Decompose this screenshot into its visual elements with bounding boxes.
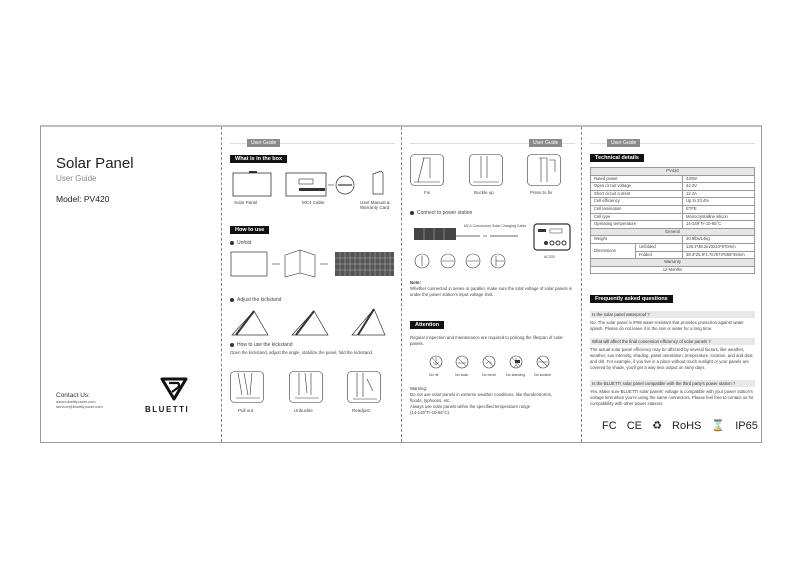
spec-row: Cell efficiency Up to 23.4% — [591, 198, 755, 206]
step-adjust-kickstand: Adjust the kickstand — [230, 297, 281, 303]
note-heading: Note: — [410, 280, 421, 285]
kickstand-label-pull-out: Pull out — [238, 408, 254, 413]
faq-answer: No. The solar panel is IP65 water-resistant that provides protection against water splash. Please do not leave it in the rain or water for a long time. — [590, 320, 744, 331]
ce-icon: CE — [626, 420, 643, 432]
recycle-icon: ♻ — [652, 420, 662, 432]
spec-table — [590, 167, 755, 274]
connection-diagram-icon — [410, 222, 575, 272]
spec-warranty-header: Warranty — [591, 259, 755, 267]
warning-icon-label-no-scratch: No scratch — [534, 373, 552, 377]
warning-line-2: floods, typhoons, etc. — [410, 398, 451, 403]
box-item-solar-panel: Solar Panel — [234, 200, 258, 205]
panel-connect — [401, 127, 581, 442]
section-attention: Attention — [410, 321, 444, 329]
kickstand-label-fix: Fix — [424, 190, 430, 195]
faq-question: Is the BLUETTI solar panel compatible with the third party's power station ? — [590, 380, 755, 387]
contact-email[interactable]: service@bluettipower.com — [56, 404, 103, 409]
brand-name: BLUETTI — [145, 405, 190, 414]
section-how-to-use: How to use — [230, 226, 269, 234]
kickstand-buckle-up-icon — [469, 154, 503, 186]
kickstand-label-buckle-up: Buckle up — [474, 190, 494, 195]
spec-row: Short circuit current 12.2A — [591, 190, 755, 198]
rohs-icon: RoHS — [672, 420, 702, 432]
document-subtitle: User Guide — [56, 174, 97, 183]
mc4-cable-illustration-icon — [285, 171, 355, 197]
spec-row: Weight 30.9lbs/14kg — [591, 236, 755, 244]
spec-warranty-value: 12 Months — [591, 266, 755, 274]
section-technical-details: Technical details — [590, 154, 644, 162]
warning-line-4: (14-149°F/-10-65°C). — [410, 410, 451, 415]
cable-label: MC4 Connectors Solar Charging Cable — [464, 224, 527, 228]
cover-panel — [41, 127, 221, 442]
kickstand-description: Open the kickstand, adjust the angle, stabilize the panel, fold the kickstand. — [230, 350, 374, 355]
kickstand-label-press-to-fix: Press to fix — [530, 190, 553, 195]
user-guide-tag: User Guide — [607, 139, 640, 147]
faq-question: Is the solar panel waterproof ? — [590, 311, 755, 318]
solar-panel-illustration-icon — [232, 171, 272, 197]
user-guide-tagline — [590, 139, 755, 147]
user-guide-tagline — [230, 139, 395, 147]
no-hit-icon — [429, 355, 443, 369]
spec-row: Dimensions Unfolded 126.3*38.2in/3210*970mm — [591, 243, 755, 251]
contact-website[interactable]: www.bluettipower.com — [56, 399, 96, 404]
document-title: Solar Panel — [56, 155, 134, 172]
panel-box-contents — [221, 127, 401, 442]
kickstand-unbuckle-icon — [289, 371, 323, 403]
no-soak-icon — [455, 355, 469, 369]
kickstand-press-to-fix-icon — [527, 154, 561, 186]
kickstand-label-readjust: Readjust — [352, 408, 370, 413]
kickstand-fix-icon — [410, 154, 444, 186]
contact-block — [56, 392, 103, 409]
power-station-label: AC200 — [544, 255, 555, 259]
section-faq: Frequently asked questions — [590, 295, 673, 303]
spec-general-header: General — [591, 228, 755, 236]
box-item-mc4-cable: MC4 Cable — [302, 200, 325, 205]
kickstand-angles-illustration-icon — [230, 307, 395, 337]
kickstand-pull-out-icon — [230, 371, 264, 403]
faq-question: What will affect the final conversion efficiency of solar panels ? — [590, 338, 755, 345]
spec-model-header: PV420 — [591, 168, 755, 176]
spec-row: Cell type Monocrystalline silicon — [591, 213, 755, 221]
unfold-illustration-icon — [230, 249, 395, 279]
model-number: Model: PV420 — [56, 194, 110, 204]
user-manual-illustration-icon — [371, 170, 385, 196]
step-connect-power-station: Connect to power station — [410, 210, 472, 216]
user-guide-sheet — [40, 125, 762, 443]
warning-heading: Warning: — [410, 386, 428, 391]
warning-line-1: Do not use solar panels in extreme weather conditions, like thunderstorms, — [410, 392, 553, 397]
faq-answer: Yes. Make sure BLUETTI solar panels' voltage is compatible with your power station's voltage limit when you're using the same connectors. Please feel free to contact us for compatibility with other power stations. — [590, 389, 754, 406]
warning-icon-label-no-bend: No bend — [482, 373, 496, 377]
no-standing-icon — [509, 355, 523, 369]
box-item-manual: User Manual & — [360, 200, 390, 205]
weee-bin-icon: ⌛ — [711, 420, 726, 432]
contact-heading: Contact Us: — [56, 392, 90, 399]
warning-icon-label-no-soak: No soak — [455, 373, 469, 377]
faq-answer: The actual solar panel efficiency may be affected by several factors, like weather, weather, sun intensity, shading, panel orientation, temperature, location, and and dust and dirt. For example, if you live in a place without much sunlight or your panels are covered by shade, you'll get a way less output on rainy days. — [590, 347, 753, 370]
fcc-icon: FC — [602, 420, 617, 432]
spec-row: Folded 38.3*25.9*1.7in/973*658*45mm — [591, 251, 755, 259]
panel-specs-faq — [581, 127, 763, 442]
kickstand-readjust-icon — [347, 371, 381, 403]
attention-text: Regular inspection and maintenance are required to prolong the lifespan of solar panels. — [410, 335, 563, 346]
user-guide-tagline — [410, 139, 575, 147]
step-unfold: Unfold — [230, 240, 251, 246]
certification-marks — [602, 419, 765, 432]
user-guide-tag: User Guide — [529, 139, 562, 147]
no-bend-icon — [482, 355, 496, 369]
bluetti-logo-icon — [161, 377, 187, 401]
user-guide-tag: User Guide — [247, 139, 280, 147]
note-text: Whether connected in series or parallel, make sure the total voltage of solar panels is under the power station's input voltage limit. — [410, 286, 572, 297]
spec-row: Cell lamination ETFE — [591, 205, 755, 213]
ip65-icon: IP65 — [735, 420, 758, 432]
warning-icon-label-no-standing: No standing — [506, 373, 526, 377]
warning-line-3: Always use solar panels within the specified temperature range — [410, 404, 531, 409]
step-use-kickstand: How to use the kickstand — [230, 342, 293, 348]
spec-row: Open circuit voltage 44.2V — [591, 183, 755, 191]
section-whats-in-box: What is in the box — [230, 155, 287, 163]
spec-row: Rated power 420W — [591, 175, 755, 183]
kickstand-label-unbuckle: Unbuckle — [294, 408, 313, 413]
spec-row: Operating temperature 14-149°F/-10-65°C — [591, 221, 755, 229]
warning-icon-label-no-hit: No hit — [429, 373, 439, 377]
no-scratch-icon — [536, 355, 550, 369]
box-item-warranty: Warranty Card — [360, 205, 390, 210]
